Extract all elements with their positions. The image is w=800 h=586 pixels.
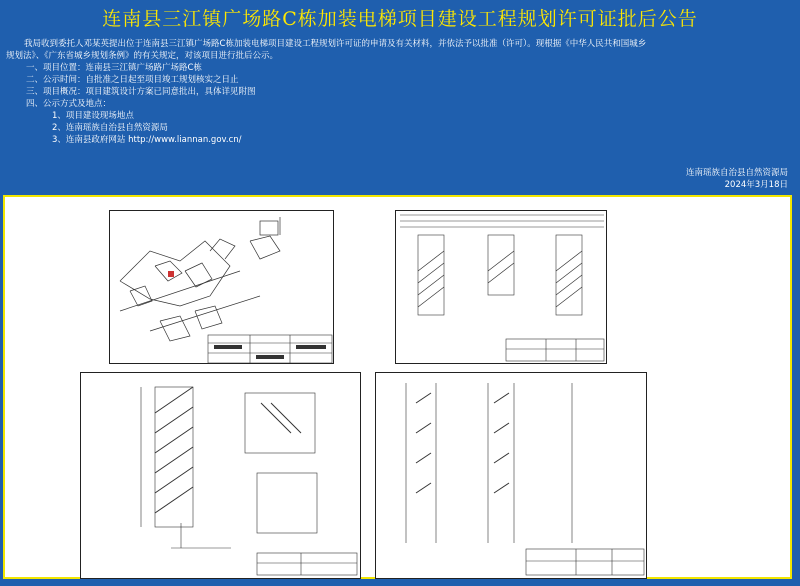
intro-line: 我局收到委托人邓某英提出位于连南县三江镇广场路C栋加装电梯项目建设工程规划许可证的申请及有关材料，并依法予以批准（许可）。现根据《中华人民共和国城乡 xyxy=(24,39,647,49)
page-title: 连南县三江镇广场路C栋加装电梯项目建设工程规划许可证批后公告 xyxy=(102,8,698,30)
site-plan-drawing xyxy=(109,210,334,364)
list-item: 二、公示时间：自批准之日起至项目竣工规划核实之日止 xyxy=(26,75,239,85)
list-item: 一、项目位置：连南县三江镇广场路广场路C栋 xyxy=(26,63,202,73)
list-item: 1、项目建设现场地点 xyxy=(52,111,134,121)
announcement-body xyxy=(6,38,786,146)
issuer-name: 连南瑶族自治县自然资源局 xyxy=(685,168,788,178)
list-item: 四、公示方式及地点： xyxy=(26,99,112,109)
drawings-panel xyxy=(3,195,792,579)
floor-plan-drawing xyxy=(375,372,647,579)
issue-date: 2024年3月18日 xyxy=(724,180,788,190)
list-item: 三、项目概况：项目建筑设计方案已同意批出，具体详见附图 xyxy=(26,87,256,97)
section-drawing xyxy=(80,372,361,579)
list-item: 2、连南瑶族自治县自然资源局 xyxy=(52,123,168,133)
elevation-drawing xyxy=(395,210,607,364)
list-item[interactable]: 3、连南县政府网站 http://www.liannan.gov.cn/ xyxy=(52,135,242,145)
intro-line: 规划法》、《广东省城乡规划条例》的有关规定，对该项目进行批后公示。 xyxy=(6,51,279,61)
